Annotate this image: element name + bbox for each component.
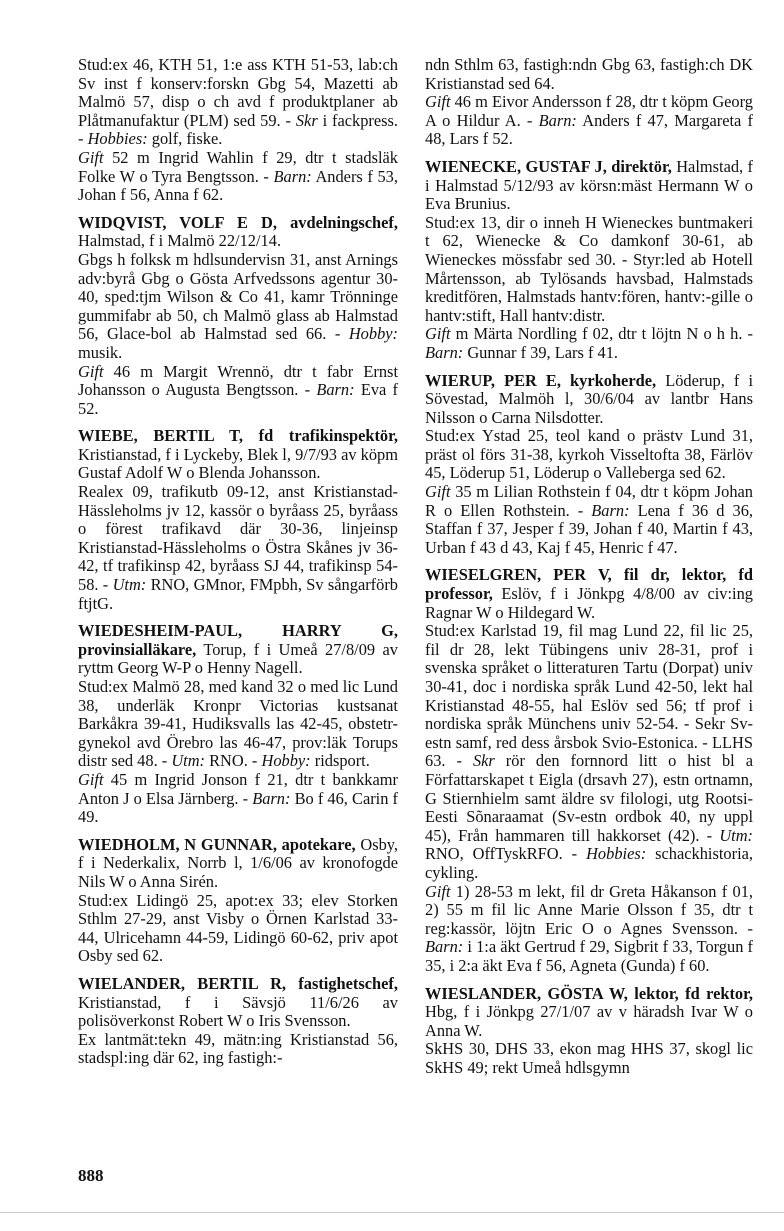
entry-continued: [78, 56, 398, 205]
entry-text: SkHS 30, DHS 33, ekon mag HHS 37, skogl lic SkHS 49; rekt Umeå hdlsgymn: [425, 1039, 753, 1077]
entry-text: Kristianstad, f i Lyckeby, Blek l, 9/7/93 av köpm Gustaf Adolf W o Blenda Johansson.: [78, 444, 398, 483]
entry-name: WIEBE, BERTIL T, fd trafikinspektör,: [78, 426, 398, 446]
entry-text: Kristianstad, f i Sävsjö 11/6/26 av polisöverkonst Robert W o Iris Svensson.: [78, 992, 398, 1031]
entry-text: Gift m Märta Nordling f 02, dtr t löjtn N o h h. - Barn: Gunnar f 39, Lars f 41.: [425, 324, 753, 362]
entry-widqvist: [78, 214, 398, 419]
entry-text: Gift 35 m Lilian Rothstein f 04, dtr t köpm Johan R o Ellen Rothstein. - Barn: Lena f 36 d 36, Staffan f 37, Jesper f 39, Johan f 40, Martin f 43, Urban f 43 d 43, Kaj f 45, Henric f 47.: [425, 482, 753, 557]
entry-wiedholm: [78, 836, 398, 966]
entry-wienecke: [425, 158, 753, 363]
entry-name: WIEDESHEIM-PAUL, HARRY G, provinsialläkare,: [78, 621, 398, 659]
entry-text: Gbgs h folksk m hdlsundervisn 31, anst Arnings adv:byrå Gbg o Gösta Arfvedssons agentur 30-40, sped:tjm Wilson & Co 41, kamr Trönninge gummifabr ab 50, ch Malmö glass ab Halmstad 56, Glace-bol ab Halmstad sed 66. - Hobby: musik.: [78, 249, 398, 362]
entry-wieslander: [425, 985, 753, 1078]
entry-text: ndn Sthlm 63, fastigh:ndn Gbg 63, fastigh:ch DK Kristianstad sed 64.: [425, 55, 753, 93]
entry-text: Hbg, f i Jönkpg 27/1/07 av v häradsh Ivar W o Anna W.: [425, 1002, 753, 1040]
entry-wieselgren: [425, 566, 753, 975]
entry-wiebe: [78, 427, 398, 613]
entry-text: Osby, f i Nederkalix, Norrb l, 1/6/06 av kronofogde Nils W o Anna Sirén.: [78, 834, 398, 891]
entry-text: Stud:ex 46, KTH 51, 1:e ass KTH 51-53, lab:ch Sv inst f konserv:forskn Gbg 54, Mazetti ab Malmö 57, disp o ch avd f produktplaner ab Plåtmanufaktur (PLM) sed 59. - Skr i fackpress. - Hobbies: golf, fiske.: [78, 55, 398, 149]
entry-wiedesheim-paul: [78, 622, 398, 827]
entry-text: Halmstad, f i Halmstad 5/12/93 av körsn:mäst Hermann W o Eva Brunius.: [425, 156, 753, 214]
entry-text: Torup, f i Umeå 27/8/09 av ryttm Georg W-P o Henny Nagell.: [78, 639, 398, 678]
entry-text: Stud:ex Ystad 25, teol kand o prästv Lund 31, präst ol förs 31-38, kyrkoh Visseltofta 38, Färlöv 45, Löderup 51, Löderup o Valleberga sed 62.: [425, 426, 753, 483]
entry-text: Eslöv, f i Jönkpg 4/8/00 av civ:ing Ragnar W o Hildegard W.: [425, 584, 753, 622]
entry-name: WIELANDER, BERTIL R, fastighetschef,: [78, 973, 398, 993]
entry-text: Stud:ex Malmö 28, med kand 32 o med lic Lund 38, underläk Kronpr Victorias kustsanat Barkåkra 39-41, Hudiksvalls las 42-45, obstetr-gynekol avd Örebro las 46-47, prov:läk Torups distr sed 48. - Utm: RNO. - Hobby: ridsport.: [78, 677, 398, 771]
entry-text: Gift 46 m Eivor Andersson f 28, dtr t köpm Georg A o Hildur A. - Barn: Anders f 47, Margareta f 48, Lars f 52.: [425, 92, 753, 149]
entry-name: WIEDHOLM, N GUNNAR, apotekare,: [78, 834, 356, 854]
entry-text: Stud:ex Lidingö 25, apot:ex 33; elev Storken Sthlm 27-29, anst Visby o Örnen Karlstad 33-44, Ulricehamn 44-59, Lidingö 60-62, priv apot Osby sed 62.: [78, 890, 398, 966]
entry-wierup: [425, 372, 753, 558]
entry-name: WIESLANDER, GÖSTA W, lektor, fd rektor,: [425, 983, 753, 1003]
scan-edge-divider: [0, 1212, 784, 1213]
entry-name: WIDQVIST, VOLF E D, avdelningschef,: [78, 212, 398, 232]
entry-name: WIESELGREN, PER V, fil dr, lektor, fd professor,: [425, 565, 753, 604]
entry-text: Gift 1) 28-53 m lekt, fil dr Greta Håkanson f 01, 2) 55 m fil lic Anne Marie Olsson f 35, dtr t reg:kassör, löjtn Eric O o Agnes Svensson. - Barn: i 1:a äkt Gertrud f 29, Sigbrit f 33, Torgun f 35, i 2:a äkt Eva f 56, Agneta (Gunda) f 60.: [425, 881, 753, 975]
entry-continued: [425, 56, 753, 149]
entry-text: Löderup, f i Sövestad, Malmöh l, 30/6/04 av lantbr Hans Nilsson o Carna Nilsdotter.: [425, 370, 753, 427]
entry-text: Stud:ex 13, dir o inneh H Wieneckes buntmakeri t 62, Wienecke & Co damkonf 30-61, ab Wieneckes mössfabr sed 30. - Styr:led ab Hotell Mårtensson, ab Tylösands havsbad, Halmstads kreditfören, Halmstads hantv:fören, hantv:-gille o hantv:stift, Hall hantv:distr.: [425, 212, 753, 325]
entry-text: Gift 45 m Ingrid Jonson f 21, dtr t bankkamr Anton J o Elsa Järnberg. - Barn: Bo f 46, Carin f 49.: [78, 769, 399, 827]
entry-text: Realex 09, trafikutb 09-12, anst Kristianstad-Hässleholms jv 12, kassör o byråass 25, byråass o förest trafikavd där 30-36, linjeinsp Kristianstad-Hässleholms o Östra Skånes jv 36-42, tf trafikinsp 42, byråass SJ 44, trafikinsp 54-58. - Utm: RNO, GMnor, FMpbh, Sv sångarförb ftjtG.: [78, 482, 398, 613]
entry-text: Halmstad, f i Malmö 22/12/14.: [78, 231, 282, 251]
entry-name: WIERUP, PER E, kyrkoherde,: [425, 370, 657, 390]
entry-text: Gift 46 m Margit Wrennö, dtr t fabr Ernst Johansson o Augusta Bengtsson. - Barn: Eva f 52.: [78, 361, 399, 418]
entry-text: Ex lantmät:tekn 49, mätn:ing Kristianstad 56, stadspl:ing där 62, ing fastigh:-: [78, 1029, 398, 1068]
entry-text: Stud:ex Karlstad 19, fil mag Lund 22, fil lic 25, fil dr 28, lekt Tübingens univ 28-31, prof i svenska språket o litteraturen Tartu (Dorpat) univ 30-41, doc i nordiska språk Lund 42-50, lekt hal Kristianstad 48-55, hal Eslöv sed 56; tf prof i nordiska språk Münchens univ 52-54. - Sekr Sv-estn samf, red dess årsbok Svio-Estonica. - LLHS 63. - Skr rör den fornnord litt o hist bl a Författarskapet t Eigla (drsavh 27), estn ortnamn, G Stiernhielm samt äldre sv filologi, utg Rootsi-Eesti Sõnaraamat (Sv-estn ordbok 40, ny uppl 45), Från hammaren till hakkorset (42). - Utm: RNO, OffTyskRFO. - Hobbies: schackhistoria, cykling.: [425, 621, 753, 882]
entry-wielander: [78, 975, 398, 1068]
page-number: 888: [78, 1166, 104, 1185]
entry-text: Gift 52 m Ingrid Wahlin f 29, dtr t stadsläk Folke W o Tyra Bengtsson. - Barn: Anders f 53, Johan f 56, Anna f 62.: [78, 147, 398, 205]
entry-name: WIENECKE, GUSTAF J, direktör,: [425, 156, 672, 176]
right-column: [425, 56, 753, 1086]
left-column: [78, 56, 398, 1077]
